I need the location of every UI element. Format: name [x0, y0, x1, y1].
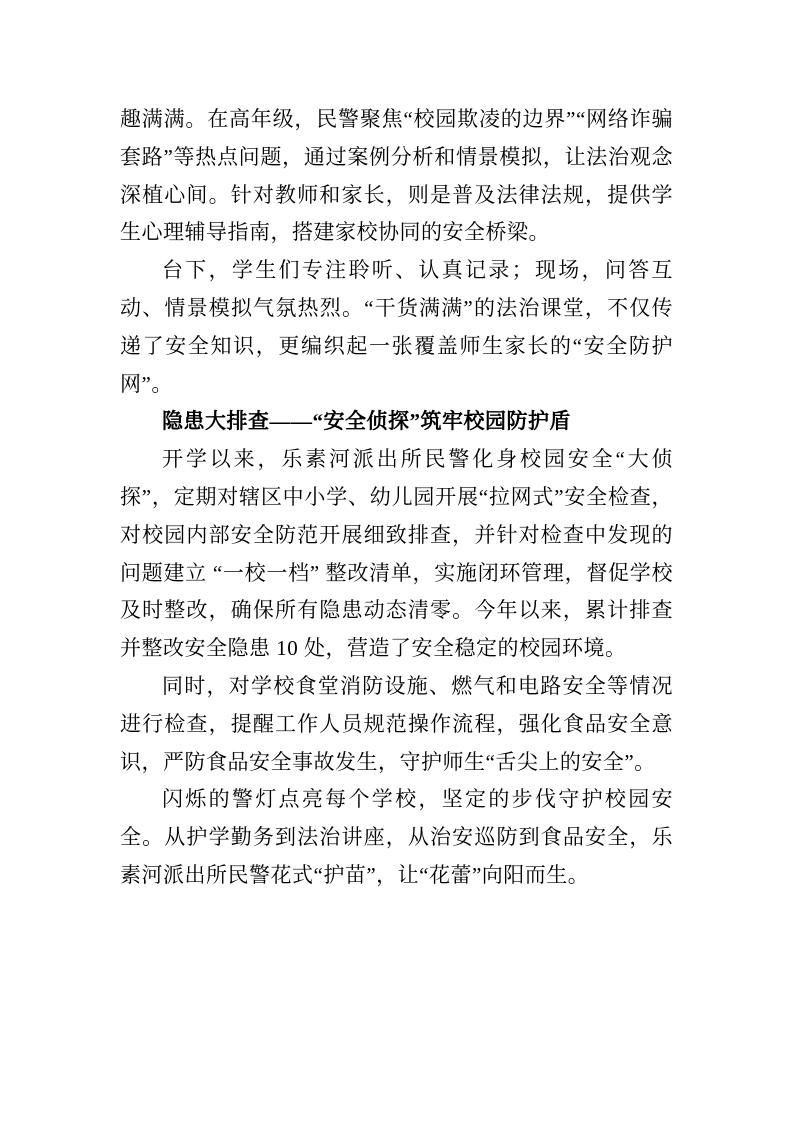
paragraph-continuation: 趣满满。在高年级，民警聚焦“校园欺凌的边界”“网络诈骗套路”等热点问题，通过案例分析和情景模拟，让法治观念深植心间。针对教师和家长，则是普及法律法规，提供学生心理辅导指南，搭建家校协同的安全桥梁。	[120, 107, 673, 245]
paragraph: 同时，对学校食堂消防设施、燃气和电路安全等情况进行检查，提醒工作人员规范操作流程，强化食品安全意识，严防食品安全事故发生，守护师生“舌尖上的安全”。	[120, 673, 673, 774]
section-heading: 隐患大排查——“安全侦探”筑牢校园防护盾	[162, 409, 571, 434]
paragraph: 闪烁的警灯点亮每个学校，坚定的步伐守护校园安全。从护学勤务到法治讲座，从治安巡防到食品安全，乐素河派出所民警花式“护苗”，让“花蕾”向阳而生。	[120, 787, 673, 887]
document-body	[120, 101, 673, 895]
paragraph: 台下，学生们专注聆听、认真记录；现场，问答互动、情景模拟气氛热烈。“干货满满”的法治课堂，不仅传递了安全知识，更编织起一张覆盖师生家长的“安全防护网”。	[120, 258, 673, 396]
paragraph: 开学以来，乐素河派出所民警化身校园安全“大侦探”，定期对辖区中小学、幼儿园开展“拉网式”安全检查，对校园内部安全防范开展细致排查，并针对检查中发现的问题建立 “一校一档” 整改清单，实施闭环管理，督促学校及时整改，确保所有隐患动态清零。今年以来，累计排查并整改安全隐患 10 处，营造了安全稳定的校园环境。	[120, 447, 673, 661]
